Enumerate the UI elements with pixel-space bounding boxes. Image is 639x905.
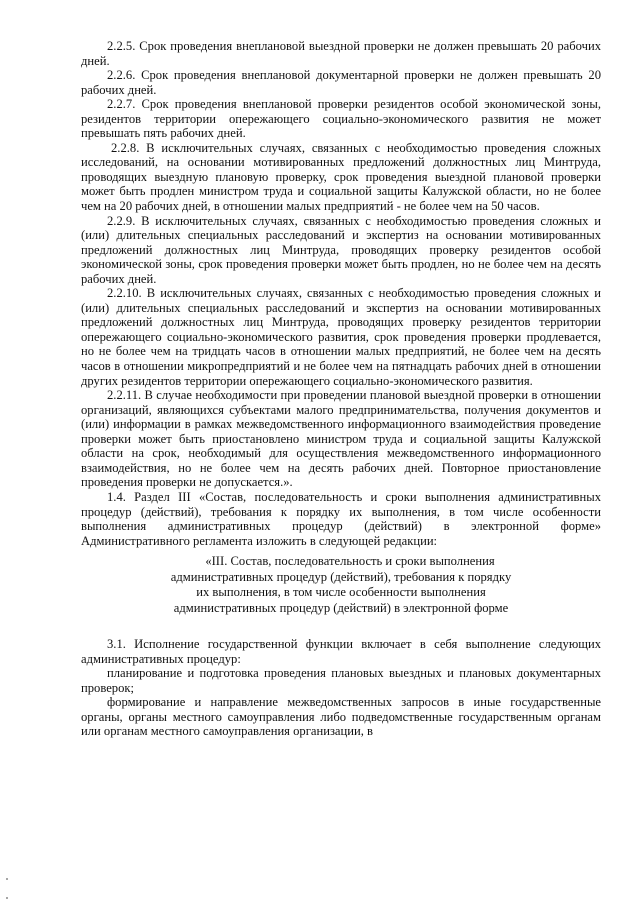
section-heading-line: административных процедур (действий), требования к порядку	[170, 569, 512, 584]
document-page	[81, 39, 601, 739]
paragraph-2-2-11: 2.2.11. В случае необходимости при проведении плановой выездной проверки в отношении организаций, являющихся субъектами малого предпринимательства, получения документов и (или) информации в рамках межведомственного информационного взаимодействия проведение проверки может быть приостановлено министром труда и социальной защиты Калужской области на срок, необходимый для осуществления межведомственного информационного взаимодействия, но не более чем на десять рабочих дней. Повторное приостановление проведения проверки не допускается.».	[81, 388, 601, 490]
paragraph-planning: планирование и подготовка проведения плановых выездных и плановых документарных проверок;	[81, 666, 601, 695]
scan-dot	[6, 878, 8, 880]
section-heading	[81, 554, 601, 616]
paragraph-2-2-7: 2.2.7. Срок проведения внеплановой проверки резидентов особой экономической зоны, резидентов территории опережающего социально-экономического развития не может превышать пять рабочих дней.	[81, 97, 601, 141]
section-heading-line: административных процедур (действий) в электронной форме	[173, 600, 509, 615]
paragraph-2-2-9: 2.2.9. В исключительных случаях, связанных с необходимостью проведения сложных и (или) длительных специальных расследований и экспертиз на основании мотивированных предложений должностных лиц Минтруда, проводящих проверку резидентов особой экономической зоны, срок проведения проверки может быть продлен, но не более чем на десять рабочих дней.	[81, 213, 601, 286]
spacer	[81, 616, 601, 637]
section-heading-line: «III. Состав, последовательность и сроки выполнения	[205, 554, 495, 569]
section-heading-line: их выполнения, в том числе особенности выполнения	[196, 585, 486, 600]
scan-dot	[6, 897, 8, 899]
paragraph-2-2-6: 2.2.6. Срок проведения внеплановой документарной проверки не должен превышать 20 рабочих дней.	[81, 68, 601, 97]
paragraph-2-2-8: 2.2.8. В исключительных случаях, связанных с необходимостью проведения сложных исследований, на основании мотивированных предложений должностных лиц Минтруда, проводящих выездную плановую проверку, срок проведения выездной плановой проверки может быть продлен министром труда и социальной защиты Калужской области, но не более чем на 20 рабочих дней, в отношении малых предприятий - не более чем на 50 часов.	[81, 140, 601, 214]
paragraph-requests: формирование и направление межведомственных запросов в иные государственные органы, органы местного самоуправления либо подведомственные государственным органам или органам местного самоуправления организации, в	[81, 695, 601, 739]
paragraph-2-2-5: 2.2.5. Срок проведения внеплановой выездной проверки не должен превышать 20 рабочих дней.	[81, 39, 601, 68]
paragraph-1-4: 1.4. Раздел III «Состав, последовательность и сроки выполнения административных процедур (действий), требования к порядку их выполнения, в том числе особенности выполнения административных процедур (действий) в электронной форме» Административного регламента изложить в следующей редакции:	[81, 489, 601, 548]
paragraph-3-1: 3.1. Исполнение государственной функции включает в себя выполнение следующих административных процедур:	[81, 637, 601, 666]
paragraph-2-2-10: 2.2.10. В исключительных случаях, связанных с необходимостью проведения сложных и (или) длительных специальных расследований и экспертиз на основании мотивированных предложений должностных лиц Минтруда, проводящих проверку резидентов территории опережающего социально-экономического развития, срок проведения проверки продлевается, но не более чем на тридцать часов в отношении малых предприятий, не более чем на десять часов в отношении микропредприятий и не более чем на пятнадцать рабочих дней в отношении других резидентов территории опережающего социально-экономического развития.	[81, 286, 601, 388]
